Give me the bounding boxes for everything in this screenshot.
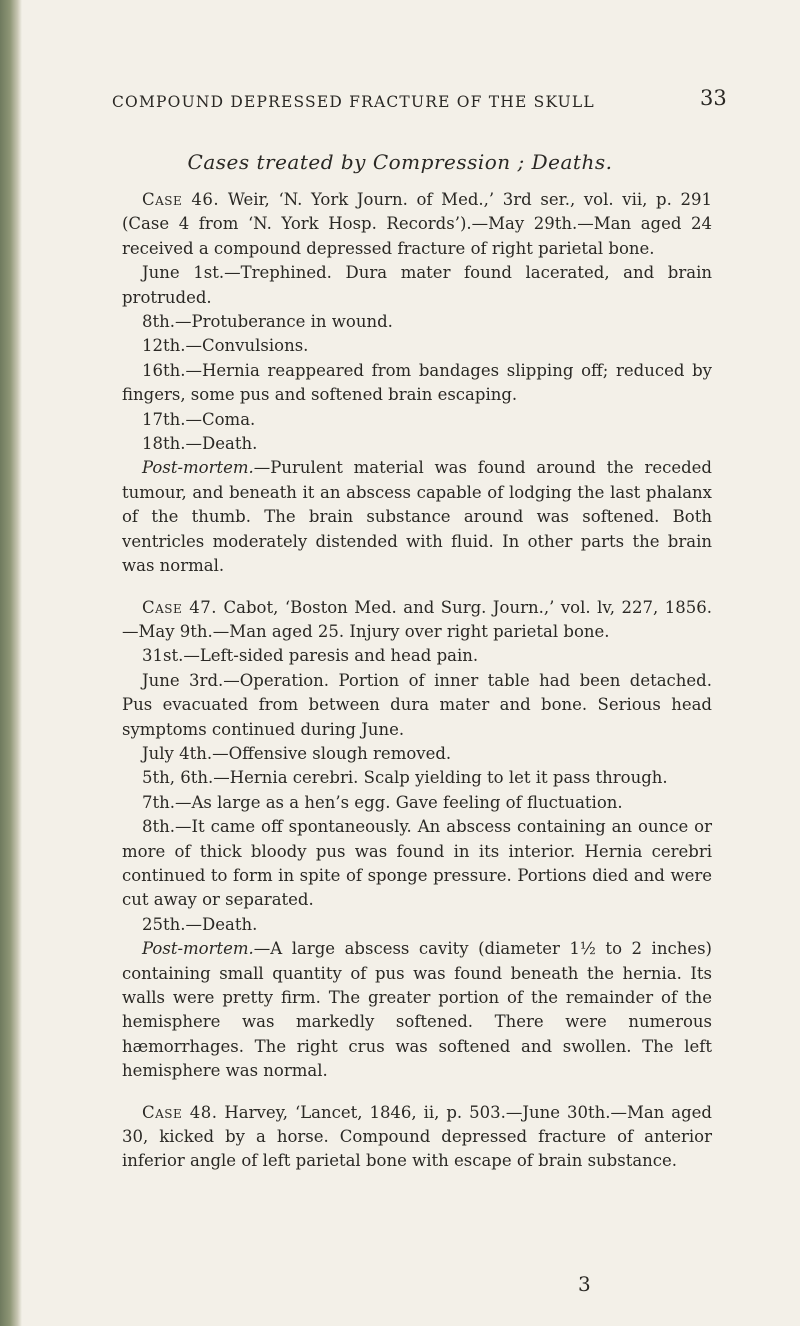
case-46-intro bbox=[122, 188, 712, 261]
postmortem-text: —A large abscess cavity (diameter 1½ to 2 inches) containing small quantity of pus was found beneath the hernia. Its walls were pretty firm. The greater portion of the remainder of the hemisphere was markedly softened. There were numerous hæmorrhages. The right crus was softened and swollen. The left hemisphere was normal. bbox=[122, 939, 712, 1081]
case-47-postmortem bbox=[122, 937, 712, 1083]
case-48-label: Case 48. bbox=[142, 1102, 218, 1122]
case-46-entry: 18th.—Death. bbox=[142, 434, 258, 454]
case-47-entry: 8th.—It came off spontaneously. An abscess containing an ounce or more of thick bloody pus was found in its interior. Hernia cerebri continued to form in spite of sponge pressure. Portions died and were cut away or separated. bbox=[122, 817, 712, 910]
case-46-entry: 16th.—Hernia reappeared from bandages slipping off; reduced by fingers, some pus and softened brain escaping. bbox=[122, 360, 712, 405]
case-46-entry: 17th.—Coma. bbox=[142, 409, 256, 429]
case-47-entry: July 4th.—Offensive slough removed. bbox=[142, 743, 452, 763]
case-46-postmortem bbox=[122, 456, 712, 578]
case-47-entry: 5th, 6th.—Hernia cerebri. Scalp yielding to let it pass through. bbox=[142, 768, 668, 788]
case-46-entry: 12th.—Convulsions. bbox=[142, 336, 309, 356]
case-48-intro bbox=[122, 1101, 712, 1174]
case-47-intro-text: Cabot, ‘Boston Med. and Surg. Journ.,’ vol. lv, 227, 1856.—May 9th.—Man aged 25. Injury over right parietal bone. bbox=[122, 597, 712, 641]
case-47-entry: 25th.—Death. bbox=[142, 914, 258, 934]
case-46-intro-text: Weir, ‘N. York Journ. of Med.,’ 3rd ser., vol. vii, p. 291 (Case 4 from ‘N. York Hosp. Records’).—May 29th.—Man aged 24 received a compound depressed fracture of right parietal bone. bbox=[122, 190, 712, 258]
case-48-intro-text: Harvey, ‘Lancet, 1846, ii, p. 503.—June 30th.—Man aged 30, kicked by a horse. Compound depressed fracture of anterior inferior angle of left parietal bone with escape of brain substance. bbox=[122, 1102, 712, 1171]
section-title: Cases treated by Compression ; Deaths. bbox=[187, 150, 613, 174]
body-text bbox=[122, 188, 712, 1174]
case-47-intro bbox=[122, 596, 712, 645]
page-number: 33 bbox=[700, 86, 727, 110]
postmortem-text: —Purulent material was found around the receded tumour, and beneath it an abscess capable of lodging the last phalanx of the thumb. The brain substance around was softened. Both ventricles moderately distended with fluid. In other parts the brain was normal. bbox=[122, 458, 712, 576]
case-47-label: Case 47. bbox=[142, 597, 218, 617]
case-47-entry: 31st.—Left-sided paresis and head pain. bbox=[142, 646, 479, 666]
postmortem-label: Post-mortem. bbox=[142, 458, 254, 478]
case-46-label: Case 46. bbox=[142, 190, 220, 209]
running-head: COMPOUND DEPRESSED FRACTURE OF THE SKULL bbox=[112, 93, 595, 111]
postmortem-label: Post-mortem. bbox=[142, 939, 254, 959]
case-46-entry: 8th.—Protuberance in wound. bbox=[142, 312, 393, 332]
signature-mark: 3 bbox=[578, 1272, 591, 1296]
case-47-entry: 7th.—As large as a hen’s egg. Gave feeling of fluctuation. bbox=[142, 792, 623, 812]
case-47-entry: June 3rd.—Operation. Portion of inner table had been detached. Pus evacuated from between dura mater and bone. Serious head symptoms continued during June. bbox=[122, 670, 712, 739]
case-46-entry: June 1st.—Trephined. Dura mater found lacerated, and brain protruded. bbox=[122, 263, 712, 307]
